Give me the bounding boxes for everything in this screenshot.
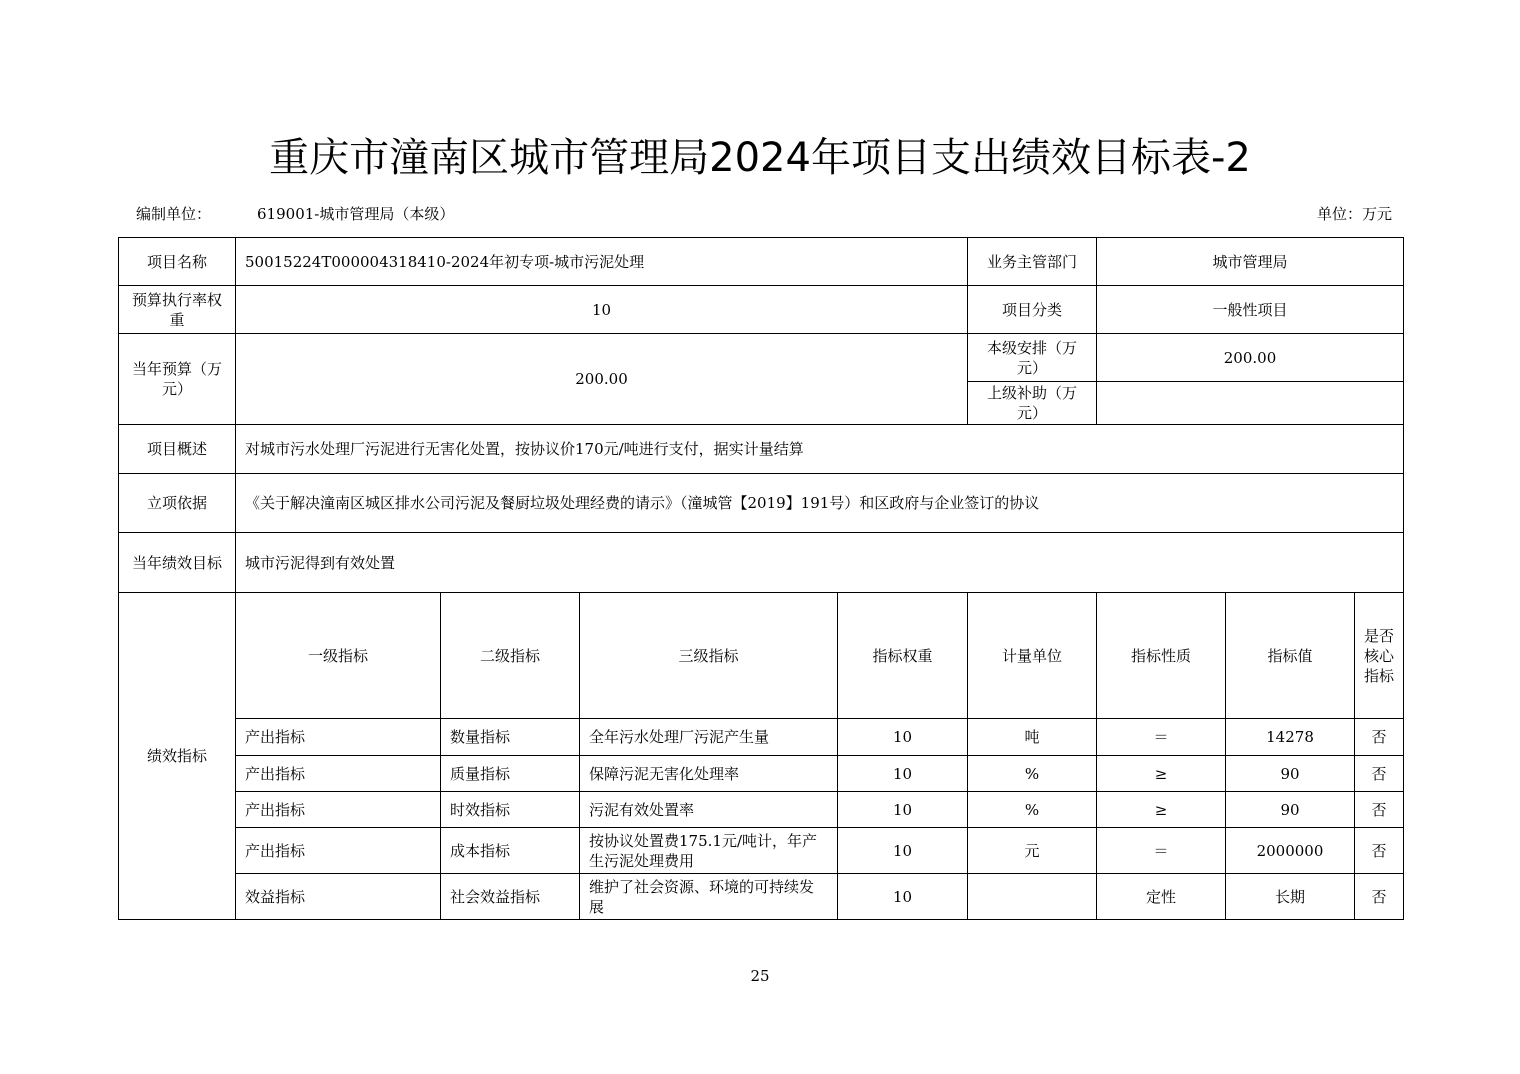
category-value: 一般性项目	[1097, 286, 1404, 334]
indicator-level1: 产出指标	[236, 756, 441, 792]
indicator-level2: 质量指标	[441, 756, 580, 792]
header-level2: 二级指标	[441, 593, 580, 719]
indicator-nature: ≥	[1097, 756, 1226, 792]
basis-value: 《关于解决潼南区城区排水公司污泥及餐厨垃圾处理经费的请示》（潼城管【2019】191号）和区政府与企业签订的协议	[236, 474, 1404, 533]
indicator-level1: 产出指标	[236, 719, 441, 756]
superior-subsidy-value	[1097, 382, 1404, 425]
indicator-weight: 10	[838, 792, 968, 828]
indicators-label: 绩效指标	[119, 593, 236, 920]
indicator-core: 否	[1355, 756, 1404, 792]
compiling-unit-label: 编制单位：	[136, 205, 212, 223]
budget-value: 200.00	[236, 334, 968, 425]
indicator-unit: %	[968, 792, 1097, 828]
indicator-value: 90	[1226, 792, 1355, 828]
dept-value: 城市管理局	[1097, 238, 1404, 286]
performance-table	[118, 237, 1404, 920]
currency-unit: 单位：万元	[1316, 205, 1392, 223]
compiling-unit	[136, 204, 454, 224]
indicator-weight: 10	[838, 756, 968, 792]
indicator-unit: 吨	[968, 719, 1097, 756]
dept-label: 业务主管部门	[968, 238, 1097, 286]
indicator-value: 90	[1226, 756, 1355, 792]
indicator-level3: 维护了社会资源、环境的可持续发展	[580, 874, 838, 920]
table-row	[119, 874, 1404, 920]
indicator-level2: 成本指标	[441, 828, 580, 874]
table-row	[119, 756, 1404, 792]
indicator-unit: %	[968, 756, 1097, 792]
indicator-level2: 数量指标	[441, 719, 580, 756]
budget-label: 当年预算（万元）	[119, 334, 236, 425]
indicator-core: 否	[1355, 874, 1404, 920]
table-row	[119, 828, 1404, 874]
indicator-nature: 定性	[1097, 874, 1226, 920]
exec-rate-label: 预算执行率权重	[119, 286, 236, 334]
overview-label: 项目概述	[119, 425, 236, 474]
exec-rate-value: 10	[236, 286, 968, 334]
basis-label: 立项依据	[119, 474, 236, 533]
superior-subsidy-label: 上级补助（万元）	[968, 382, 1097, 425]
indicator-level1: 产出指标	[236, 792, 441, 828]
table-row	[119, 792, 1404, 828]
header-value: 指标值	[1226, 593, 1355, 719]
local-arrangement-value: 200.00	[1097, 334, 1404, 382]
project-name-value: 50015224T000004318410-2024年初专项-城市污泥处理	[236, 238, 968, 286]
overview-value: 对城市污水处理厂污泥进行无害化处置，按协议价170元/吨进行支付，据实计量结算	[236, 425, 1404, 474]
header-level3: 三级指标	[580, 593, 838, 719]
project-name-label: 项目名称	[119, 238, 236, 286]
indicator-level2: 时效指标	[441, 792, 580, 828]
indicator-core: 否	[1355, 719, 1404, 756]
indicator-nature: ＝	[1097, 828, 1226, 874]
indicator-core: 否	[1355, 828, 1404, 874]
category-label: 项目分类	[968, 286, 1097, 334]
indicator-weight: 10	[838, 719, 968, 756]
indicator-nature: ＝	[1097, 719, 1226, 756]
indicator-value: 长期	[1226, 874, 1355, 920]
indicator-level3: 全年污水处理厂污泥产生量	[580, 719, 838, 756]
indicator-core: 否	[1355, 792, 1404, 828]
header-level1: 一级指标	[236, 593, 441, 719]
indicator-level3: 污泥有效处置率	[580, 792, 838, 828]
header-weight: 指标权重	[838, 593, 968, 719]
indicator-level1: 效益指标	[236, 874, 441, 920]
indicator-weight: 10	[838, 828, 968, 874]
page-title: 重庆市潼南区城市管理局2024年项目支出绩效目标表-2	[269, 135, 1251, 181]
header-nature: 指标性质	[1097, 593, 1226, 719]
goal-value: 城市污泥得到有效处置	[236, 533, 1404, 593]
header-unit: 计量单位	[968, 593, 1097, 719]
indicator-weight: 10	[838, 874, 968, 920]
page-number: 25	[750, 967, 770, 985]
goal-label: 当年绩效目标	[119, 533, 236, 593]
indicator-unit: 元	[968, 828, 1097, 874]
header-core: 是否核心指标	[1355, 593, 1404, 719]
indicator-level1: 产出指标	[236, 828, 441, 874]
indicator-value: 2000000	[1226, 828, 1355, 874]
indicator-level3: 按协议处置费175.1元/吨计，年产生污泥处理费用	[580, 828, 838, 874]
table-row	[119, 719, 1404, 756]
indicator-level2: 社会效益指标	[441, 874, 580, 920]
indicator-nature: ≥	[1097, 792, 1226, 828]
indicator-value: 14278	[1226, 719, 1355, 756]
local-arrangement-label: 本级安排（万元）	[968, 334, 1097, 382]
compiling-unit-value: 619001-城市管理局（本级）	[257, 205, 455, 223]
indicator-level3: 保障污泥无害化处理率	[580, 756, 838, 792]
indicator-unit	[968, 874, 1097, 920]
